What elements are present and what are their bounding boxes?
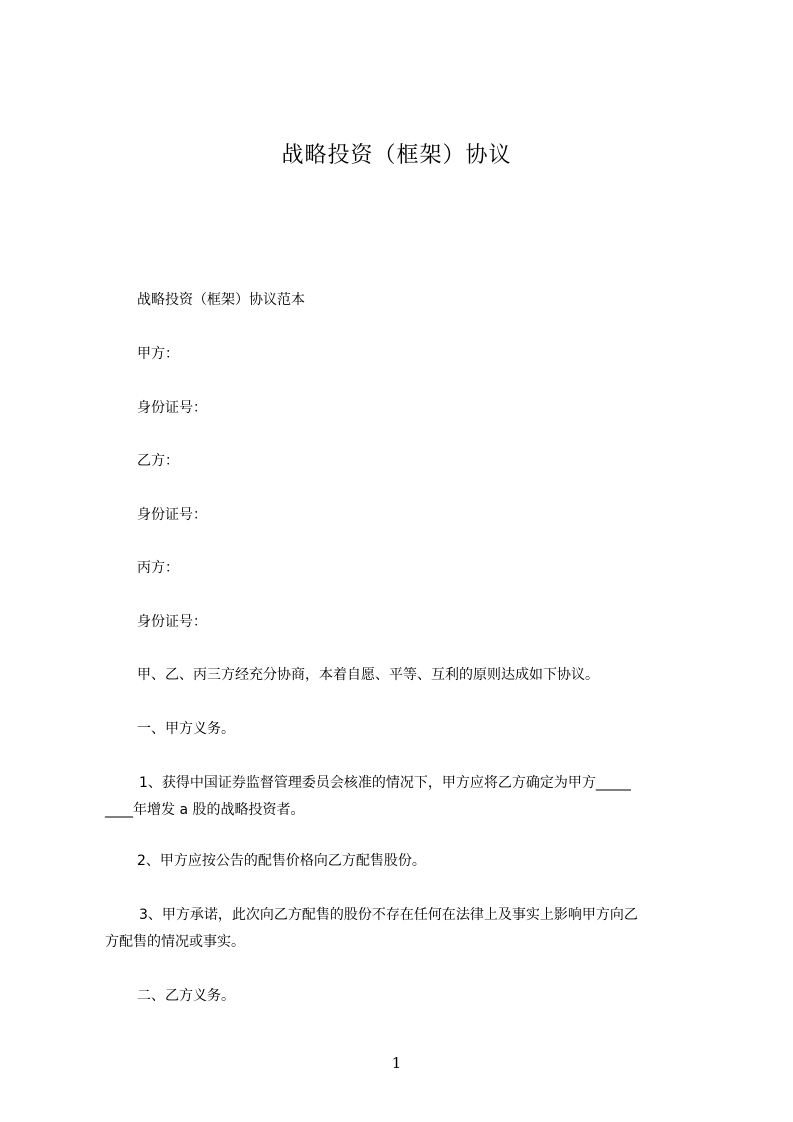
paragraph-party-b: 乙方： <box>137 453 179 469</box>
paragraph-party-a-id: 身份证号： <box>137 400 207 416</box>
section-heading-party-b-obligations: 二、乙方义务。 <box>137 988 235 1004</box>
paragraph-party-a: 甲方： <box>137 346 179 362</box>
paragraph-party-c: 丙方： <box>137 560 179 576</box>
clause-1-line-1: 1、获得中国证券监督管理委员会核准的情况下，甲方应将乙方确定为甲方_____ <box>139 775 631 791</box>
paragraph-subtitle: 战略投资（框架）协议范本 <box>137 292 305 308</box>
clause-3-line-2: 方配售的情况或事实。 <box>105 934 245 950</box>
paragraph-party-c-id: 身份证号： <box>137 614 207 630</box>
paragraph-party-b-id: 身份证号： <box>137 507 207 523</box>
clause-2: 2、甲方应按公告的配售价格向乙方配售股份。 <box>137 853 426 869</box>
section-heading-party-a-obligations: 一、甲方义务。 <box>137 721 235 737</box>
document-title: 战略投资（框架）协议 <box>281 143 512 168</box>
paragraph-agreement-intro: 甲、乙、丙三方经充分协商，本着自愿、平等、互利的原则达成如下协议。 <box>137 667 599 683</box>
clause-3-line-1: 3、甲方承诺，此次向乙方配售的股份不存在任何在法律上及事实上影响甲方向乙 <box>139 907 638 923</box>
clause-1-line-2: ____年增发 a 股的战略投资者。 <box>105 802 305 818</box>
page-number: 1 <box>391 1054 402 1072</box>
